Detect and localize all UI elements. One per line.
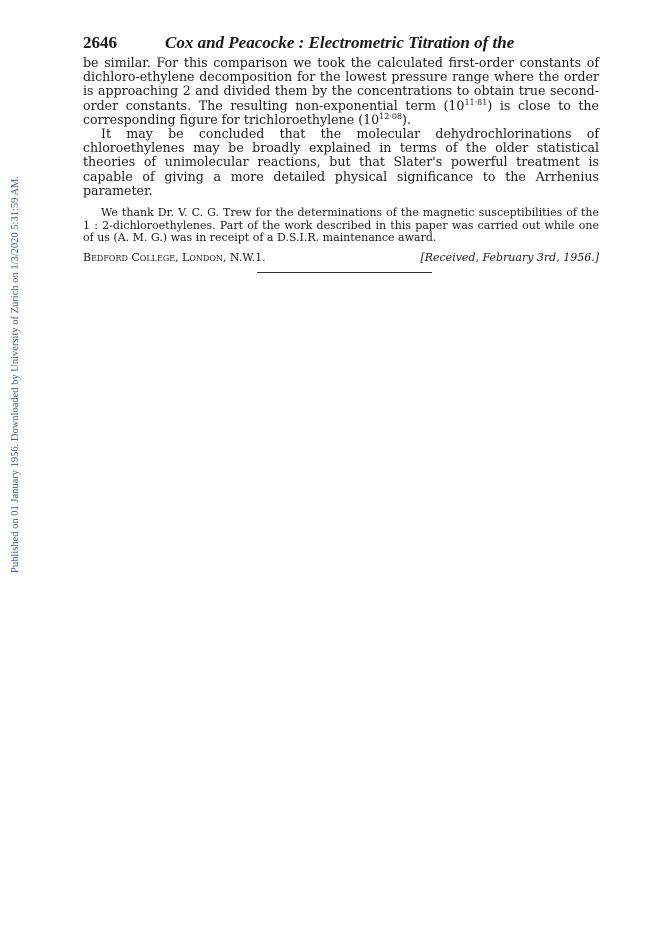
paragraph-1-text-a: be similar. For this comparison we took the calculated first-order constants of dichloro-ethylene decomposition for the lowest pressure range where the order is approaching 2 and divided them by the concentrations to obtain true second-order constants. The resulting non-exponential term (10 [83, 55, 599, 113]
acknowledgement: We thank Dr. V. C. G. Trew for the determinations of the magnetic susceptibilities of the 1 : 2-dichloroethylenes. Part of the work described in this paper was carried out while one of us (A. M. G.) was in receipt of a D.S.I.R. maintenance award. [83, 206, 599, 245]
page-header [83, 33, 603, 53]
paragraph-2: It may be concluded that the molecular dehydrochlorinations of chloroethylenes may be broadly explained in terms of the older statistical theories of unimolecular reactions, but that Slater's powerful treatment is capable of giving a more detailed physical significance to the Arrhenius parameter. [83, 126, 599, 198]
download-notice: Published on 01 January 1956. Downloaded by University of Zurich on 1/3/2020 5:31:59 AM. [10, 176, 21, 573]
paragraph-1-text-b: ) is close to the corresponding figure for trichloroethylene (10 [83, 97, 599, 127]
paragraph-1-text-c: ). [402, 111, 411, 127]
institution: Bedford College, London, N.W.1. [83, 250, 266, 264]
exponent-1: 11·81 [464, 97, 488, 107]
end-rule [257, 272, 432, 273]
download-watermark [0, 0, 20, 935]
received-date: [Received, February 3rd, 1956.] [420, 250, 599, 264]
page-number: 2646 [83, 33, 117, 52]
running-title: Cox and Peacocke : Electrometric Titration of the [165, 33, 515, 52]
exponent-2: 12·08 [379, 111, 403, 121]
article-body [83, 56, 599, 265]
article-footer [83, 251, 599, 265]
paragraph-1 [83, 56, 599, 127]
